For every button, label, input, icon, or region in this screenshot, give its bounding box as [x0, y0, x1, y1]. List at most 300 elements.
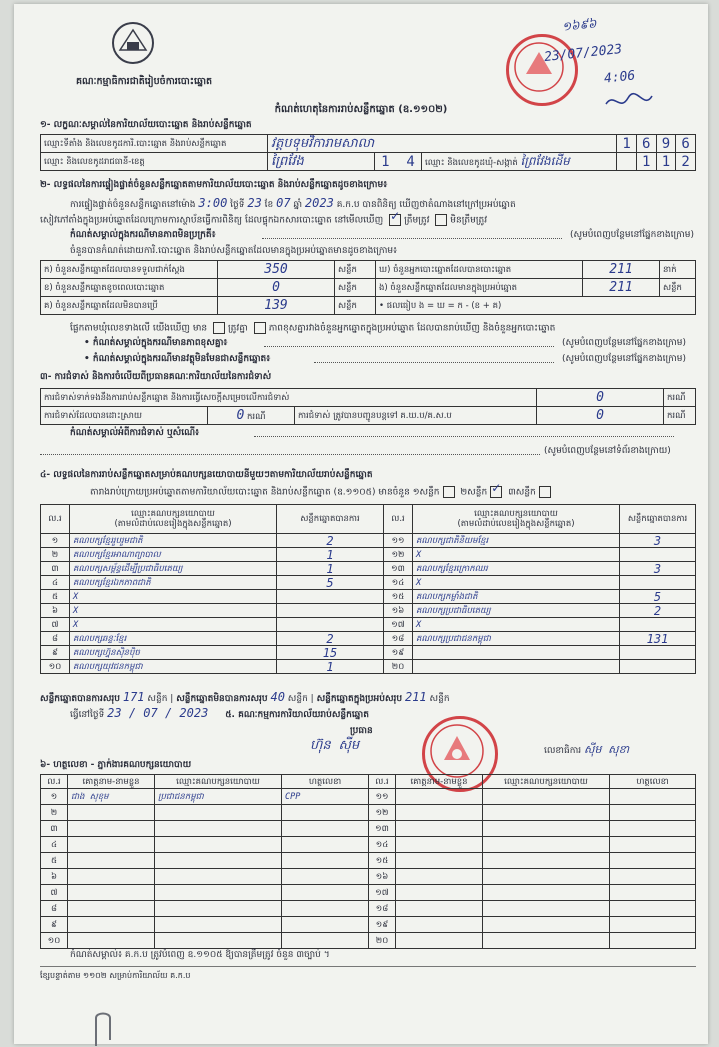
agent-name — [68, 853, 155, 869]
col-votes-header-2: សន្លឹកឆ្នោតបានការ — [620, 505, 696, 534]
match-bad-label: ភាពខុសគ្នារវាងចំនួនអ្នកឆ្នោតក្នុងប្រអប់ឆ្នោត ដែលបានរាប់ឃើញ និងចំនួនអ្នកបោះឆ្នោត — [268, 323, 556, 334]
agent-party — [483, 789, 610, 805]
verify-time: 3:00 — [198, 196, 228, 210]
party-votes — [277, 590, 384, 604]
complaints-forwarded-value: 0 — [596, 408, 604, 423]
agent-party — [483, 821, 610, 837]
agent-signature — [282, 869, 369, 885]
agent-signature — [282, 805, 369, 821]
agent-name — [68, 885, 155, 901]
done-date-line — [70, 706, 369, 721]
agent-party — [155, 869, 282, 885]
agents-signature-table — [40, 774, 696, 949]
party-votes — [277, 618, 384, 632]
secretary-label: លេខាធិការ — [544, 746, 582, 756]
match-intro: ផ្លែកតាមឃុំលេខទាងលើ យើងឃើញ មាន — [70, 323, 208, 334]
received-label: ក) ចំនួនសន្លឹកឆ្នោតដែលបានទទួលជាក់ស្តែង — [41, 261, 218, 279]
difference-hint: (សូមបំពេញបន្ថែមនៅផ្នែកខាងក្រោម) — [562, 338, 686, 348]
table-row — [41, 901, 696, 917]
party-name: X — [413, 548, 620, 562]
party-name — [413, 646, 620, 660]
agent-signature — [610, 853, 696, 869]
agent-name — [68, 821, 155, 837]
table-row — [41, 548, 696, 562]
complaints-hint: (សូមបំពេញបន្ថែមនៅទំព័រខាងក្រោយ) — [544, 446, 671, 456]
complaints-resolved-unit: ករណី — [247, 412, 266, 422]
inbox-value: 211 — [609, 280, 633, 295]
tally-opt1-label: ១សន្លឹក — [412, 487, 440, 498]
agent-signature — [282, 853, 369, 869]
party-votes: 131 — [620, 632, 696, 646]
form-title: កំណត់ហេតុនៃការរាប់សន្លឹកឆ្នោត (ឧ.១១០២) — [274, 104, 448, 115]
emblem-icon — [110, 20, 156, 66]
table-row — [41, 869, 696, 885]
footer-note: កំណត់សម្គាល់៖ គ.ក.ប ត្រូវបំពេញ ឧ.១១០៥ ឱ្យបានត្រឹមត្រូវ ចំនួន ៣ច្បាប់ ។ — [70, 950, 330, 960]
table-row — [41, 632, 696, 646]
province-value: ព្រៃវែង — [271, 154, 304, 169]
agent-signature — [282, 885, 369, 901]
table-row — [41, 837, 696, 853]
voters-label: ឃ) ចំនួនអ្នកបោះឆ្នោតដែលបានបោះឆ្នោត — [376, 261, 583, 279]
party-name: X — [70, 604, 277, 618]
footer-divider — [40, 966, 696, 967]
valid-total-unit: សន្លឹក — [147, 694, 168, 704]
table-row — [41, 576, 696, 590]
agent-no: ១២ — [369, 805, 396, 821]
totals-line: សន្លឹកឆ្នោតបានការសរុប 171 សន្លឹក | សន្លឹកឆ្នោតមិនបានការសរុប 40 សន្លឹក | សន្លឹកឆ្នោតក្នុងប្រអប់សរុប 211 សន្លឹក — [40, 690, 450, 704]
tally-opt1-checkbox[interactable] — [443, 486, 455, 498]
location-code-4: 6 — [676, 135, 696, 153]
party-name — [413, 660, 620, 674]
done-date-value: 23 / 07 / 2023 — [107, 706, 209, 720]
complaints-counting-value: 0 — [596, 390, 604, 405]
agent-party — [155, 821, 282, 837]
sign-section-title: ៥. គណៈកម្មការការិយាល័យរាប់សន្លឹកឆ្នោត — [225, 710, 369, 720]
difference-note-line — [264, 346, 554, 347]
verify-year: 2023 — [304, 196, 334, 210]
irregularity-note-line — [262, 238, 562, 239]
party-no: ៩ — [41, 646, 70, 660]
irregularity-note-label: កំណត់សម្គាល់ក្នុងករណីមានភាពមិនប្រក្រតី៖ — [70, 230, 216, 240]
location-code-3: 9 — [656, 135, 676, 153]
section6-title: ៦- ហត្ថលេខា - ភ្នាក់ងារគណបក្សនយោបាយ — [40, 760, 192, 770]
match-line — [70, 322, 555, 335]
party-votes: 2 — [620, 604, 696, 618]
agent-party — [483, 933, 610, 949]
party-name: X — [413, 618, 620, 632]
party-votes — [620, 618, 696, 632]
province-label: ឈ្មោះ និងលេខកូដរាជធានី-ខេត្ត — [41, 153, 268, 171]
agent-no: ៣ — [41, 821, 68, 837]
agents-col-name-2: គោត្តនាម-នាមខ្លួន — [396, 775, 483, 789]
agent-name — [396, 837, 483, 853]
table-row — [41, 590, 696, 604]
agent-party — [483, 885, 610, 901]
location-value: វត្តបទុមវិការាមសាលា — [271, 136, 375, 151]
table-row — [41, 604, 696, 618]
agents-col-name: គោត្តនាម-នាមខ្លួន — [68, 775, 155, 789]
province-code: 1 — [381, 153, 390, 170]
official-stamp-top — [506, 34, 578, 106]
election-form-page — [14, 4, 708, 1044]
numbers-intro: ចំនួនបានកំណត់ដោយការិ.បោះឆ្នោត និងរាប់សន្លឹកឆ្នោតដែលមានក្នុងប្រអប់ឆ្នោតមានដូចខាងក្រោម៖ — [70, 246, 398, 256]
party-no: ១៦ — [384, 604, 413, 618]
party-no: ១១ — [384, 534, 413, 548]
party-no: ១៨ — [384, 632, 413, 646]
verify-rest: គ.ក.ប បានពិនិត្យ ឃើញថាតំណាងនៅក្រៅប្រអប់ឆ្នោត — [336, 200, 516, 210]
verify-day-label: ថ្ងៃទី — [230, 200, 245, 210]
table-row — [41, 885, 696, 901]
complaints-note-line — [254, 436, 674, 437]
valid-total-label: សន្លឹកឆ្នោតបានការសរុប — [40, 694, 120, 704]
party-no: ១៧ — [384, 618, 413, 632]
irregularity-hint: (សូមបំពេញបន្ថែមនៅផ្នែកខាងក្រោម) — [570, 230, 694, 240]
agent-party — [483, 805, 610, 821]
match-ok-label: ត្រូវគ្នា — [228, 323, 248, 334]
party-no: ២ — [41, 548, 70, 562]
table-row — [41, 805, 696, 821]
box-total-label: សន្លឹកឆ្នោតក្នុងប្រអប់សរុប — [316, 694, 403, 704]
party-no: ១៤ — [384, 576, 413, 590]
agent-name — [396, 933, 483, 949]
agent-name — [68, 933, 155, 949]
col-party-title: ឈ្មោះគណបក្សនយោបាយ — [131, 509, 215, 519]
col-party-sub-2: (តាមលំដាប់លេខរៀងក្នុងសន្លឹកឆ្នោត) — [457, 519, 575, 529]
seal-ok-checkbox[interactable] — [389, 214, 401, 226]
seal-bad-label: មិនត្រឹមត្រូវ — [450, 215, 488, 226]
agent-name — [396, 821, 483, 837]
voters-value: 211 — [609, 262, 633, 277]
verify-month-label: ខែ — [264, 200, 274, 210]
agent-party — [483, 901, 610, 917]
table-row — [41, 660, 696, 674]
agent-no: ១ — [41, 789, 68, 805]
formula-label: • ផលធៀប ង = ឃ = ក - (ខ + គ) — [376, 297, 696, 315]
complaints-forwarded-unit: ករណី — [664, 407, 696, 425]
party-name: គណបក្សហ្វ៊ុនស៊ិនប៉ិច — [70, 646, 277, 660]
agent-name: ជាង សុខុម — [68, 789, 155, 805]
party-name: X — [413, 576, 620, 590]
agent-signature — [282, 821, 369, 837]
box-total-value: 211 — [404, 690, 427, 704]
province-code-2: 4 — [406, 153, 415, 170]
party-votes: 1 — [277, 562, 384, 576]
agent-signature — [282, 837, 369, 853]
party-votes: 3 — [620, 562, 696, 576]
agent-signature — [610, 917, 696, 933]
party-name: គណបក្សយុវជនកម្ពុជា — [70, 660, 277, 674]
table-row — [41, 853, 696, 869]
agents-col-sig: ហត្ថលេខា — [282, 775, 369, 789]
location-label: ឈ្មោះទីតាំង និងលេខកូដការិ.បោះឆ្នោត និងរាប់សន្លឹកឆ្នោត — [41, 135, 268, 153]
agent-name — [396, 869, 483, 885]
table-row — [41, 917, 696, 933]
complaints-note: កំណត់សម្គាល់អំពីការជំទាស់ ឬសំណើ៖ — [70, 428, 200, 438]
party-votes: 1 — [277, 660, 384, 674]
agent-party — [483, 837, 610, 853]
col-party-header — [70, 505, 277, 534]
inbox-unit: សន្លឹក — [660, 279, 696, 297]
verification-line — [70, 196, 516, 211]
col-no-header: ល.រ — [41, 505, 70, 534]
stamp-handwritten-number: ១៦៩៦ — [561, 16, 598, 34]
agent-name — [68, 837, 155, 853]
agent-party: ប្រជាជនកម្ពុជា — [155, 789, 282, 805]
unused-unit: សន្លឹក — [335, 297, 376, 315]
party-votes — [620, 576, 696, 590]
complaints-forwarded-label: ការជំទាស់ ត្រូវបានបញ្ជូនបន្តទៅ គ.ឃ.ប/គ.ស.ប — [295, 407, 537, 425]
agent-signature — [282, 917, 369, 933]
agent-name — [396, 789, 483, 805]
secretary-signature: ស៊ីម សុខា — [584, 743, 630, 756]
agent-signature — [610, 789, 696, 805]
commune-value: ព្រៃវែងដើម — [520, 154, 570, 168]
party-name: គណបក្សឆន្ទៈខ្មែរ — [70, 632, 277, 646]
spoiled-label: ខ) ចំនួនសន្លឹកឆ្នោតខូចពេលបោះឆ្នោត — [41, 279, 218, 297]
tally-sheet-text: តារាងរាប់ក្រោយប្រអប់ឆ្នោតតាមការិយាល័យបោះឆ្នោត និងរាប់សន្លឹកឆ្នោត (ឧ.១១០៥) មានចំនួន — [90, 487, 410, 498]
spoiled-unit: សន្លឹក — [335, 279, 376, 297]
box-total-unit: សន្លឹក — [429, 694, 450, 704]
agent-signature — [610, 837, 696, 853]
party-votes — [620, 548, 696, 562]
table-row — [41, 562, 696, 576]
match-bad-checkbox[interactable] — [254, 322, 266, 334]
verify-year-label: ឆ្នាំ — [293, 200, 303, 210]
party-no: ១៩ — [384, 646, 413, 660]
commune-code-3: 2 — [676, 153, 696, 171]
agent-name — [396, 885, 483, 901]
agent-party — [155, 917, 282, 933]
commune-code-2: 1 — [656, 153, 676, 171]
agent-no: ៨ — [41, 901, 68, 917]
agent-no: ១៥ — [369, 853, 396, 869]
verify-time-label: ការផ្ទៀងផ្ទាត់ចំនួនសន្លឹកឆ្នោតនៅម៉ោង — [70, 200, 196, 210]
valid-total-value: 171 — [122, 690, 145, 704]
stamp-handwritten-time: 4:06 — [603, 68, 637, 87]
agent-no: ១១ — [369, 789, 396, 805]
party-votes: 15 — [277, 646, 384, 660]
agents-col-sig-2: ហត្ថលេខា — [610, 775, 696, 789]
agent-name — [396, 917, 483, 933]
stamp-handwritten-date: 23/07/2023 — [543, 41, 623, 66]
stamp-seal-icon — [506, 34, 572, 100]
agent-signature — [610, 805, 696, 821]
agent-signature: CPP — [282, 789, 369, 805]
seal-check-line — [40, 214, 487, 227]
tally-opt2-checkbox[interactable] — [490, 486, 502, 498]
table-row — [41, 789, 696, 805]
party-votes — [620, 646, 696, 660]
agent-name — [68, 901, 155, 917]
seal-bad-checkbox[interactable] — [435, 214, 447, 226]
agent-no: ៩ — [41, 917, 68, 933]
agent-no: ១៤ — [369, 837, 396, 853]
agent-party — [483, 853, 610, 869]
agent-party — [155, 853, 282, 869]
party-no: ៣ — [41, 562, 70, 576]
ballot-count-table — [40, 260, 696, 315]
party-name: គណបក្សខ្មែរក្រោកឈរ — [413, 562, 620, 576]
party-no: ១៥ — [384, 590, 413, 604]
party-votes: 5 — [277, 576, 384, 590]
table-row — [41, 534, 696, 548]
party-name: គណបក្សខ្មែរអាណាព្យាបាល — [70, 548, 277, 562]
party-votes: 3 — [620, 534, 696, 548]
party-votes — [620, 660, 696, 674]
agent-party — [155, 933, 282, 949]
agent-signature — [610, 821, 696, 837]
party-no: ៤ — [41, 576, 70, 590]
party-name: គណបក្សសម្ព័ន្ធដើម្បីប្រជាធិបតេយ្យ — [70, 562, 277, 576]
agent-name — [396, 901, 483, 917]
party-no: ១០ — [41, 660, 70, 674]
complaints-resolved-value: 0 — [236, 408, 245, 423]
party-no: ១៣ — [384, 562, 413, 576]
paper-clip-icon — [88, 1010, 118, 1047]
agent-no: ៥ — [41, 853, 68, 869]
table-row — [41, 933, 696, 949]
party-name: X — [70, 618, 277, 632]
agent-signature — [610, 885, 696, 901]
party-no: ២០ — [384, 660, 413, 674]
voters-unit: នាក់ — [660, 261, 696, 279]
table-row — [41, 821, 696, 837]
president-signature: ហ៊ុន ស៊ីម — [310, 738, 360, 753]
party-name: គណបក្សខ្មែររួបរួមជាតិ — [70, 534, 277, 548]
party-name: X — [70, 590, 277, 604]
agent-no: ១៩ — [369, 917, 396, 933]
agent-no: ១០ — [41, 933, 68, 949]
agent-no: ៧ — [41, 885, 68, 901]
match-ok-checkbox[interactable] — [213, 322, 225, 334]
spoiled-value: 0 — [272, 280, 280, 295]
col-party-title-2: ឈ្មោះគណបក្សនយោបាយ — [474, 509, 558, 519]
committee-name: គណៈកម្មាធិការជាតិរៀបចំការបោះឆ្នោត — [76, 76, 213, 87]
col-votes-header: សន្លឹកឆ្នោតបានការ — [277, 505, 384, 534]
done-date-label: ធ្វើនៅថ្ងៃទី — [70, 710, 105, 720]
party-votes — [277, 604, 384, 618]
agent-signature — [610, 901, 696, 917]
invalid-total-label: សន្លឹកឆ្នោតមិនបានការសរុប — [176, 694, 268, 704]
commune-label: ឈ្មោះ និងលេខកូដឃុំ-សង្កាត់ — [425, 158, 518, 168]
party-no: ១២ — [384, 548, 413, 562]
tally-sheet-line — [90, 486, 554, 499]
agent-signature — [282, 901, 369, 917]
difference-note: • កំណត់សម្គាល់ក្នុងករណីមានភាពខុសគ្នា៖ — [84, 338, 228, 348]
col-no-header-2: ល.រ — [384, 505, 413, 534]
received-value: 350 — [264, 262, 288, 277]
agent-name — [68, 805, 155, 821]
agent-signature — [282, 933, 369, 949]
secretary-line — [544, 742, 629, 757]
party-no: ៥ — [41, 590, 70, 604]
agent-no: ១៧ — [369, 885, 396, 901]
party-votes: 1 — [277, 548, 384, 562]
agents-col-party-2: ឈ្មោះគណបក្សនយោបាយ — [483, 775, 610, 789]
complaints-counting-unit: ករណី — [664, 389, 696, 407]
location-code-1: 1 — [617, 135, 637, 153]
party-name: គណបក្សជាតិនិយមខ្មែរ — [413, 534, 620, 548]
agent-name — [396, 853, 483, 869]
agent-party — [483, 869, 610, 885]
location-code-2: 6 — [636, 135, 656, 153]
agents-col-no-2: ល.រ — [369, 775, 396, 789]
invalid-total-value: 40 — [270, 690, 285, 704]
agent-signature — [610, 933, 696, 949]
party-votes: 2 — [277, 534, 384, 548]
foreign-object-note: • កំណត់សម្គាល់ក្នុងករណីមានវត្ថុមិនមែនជាសន្លឹកឆ្នោត៖ — [84, 354, 271, 364]
complaints-counting-label: ការជំទាស់ទាក់ទងនឹងការរាប់សន្លឹកឆ្នោត និងការធ្វើសេចក្តីសម្រេចលើការជំទាស់ — [41, 389, 537, 407]
agents-col-no: ល.រ — [41, 775, 68, 789]
table-row — [41, 646, 696, 660]
agent-no: ៤ — [41, 837, 68, 853]
unused-value: 139 — [264, 298, 288, 313]
section4-title: ៤- លទ្ធផលនៃការរាប់សន្លឹកឆ្នោតសម្រាប់គណបក្សនយោបាយនីមួយៗតាមការិយាល័យរាប់សន្លឹកឆ្នោត — [40, 470, 373, 480]
section3-title: ៣- ការជំទាស់ និងការចំលើយពីប្រធានគណៈការិយាល័យនៃការជំទាស់ — [40, 372, 272, 382]
complaints-table — [40, 388, 696, 425]
agent-no: ១៨ — [369, 901, 396, 917]
party-no: ៦ — [41, 604, 70, 618]
tally-opt3-checkbox[interactable] — [539, 486, 551, 498]
agent-no: ២០ — [369, 933, 396, 949]
table-row — [41, 618, 696, 632]
invalid-total-unit: សន្លឹក — [287, 694, 308, 704]
agent-party — [155, 805, 282, 821]
section1-table — [40, 134, 696, 171]
agent-no: ៦ — [41, 869, 68, 885]
footer-reference: ខ្សែបន្ទាត់តាម ១១០២ សម្រាប់ការិយាល័យ គ.ក.ប — [40, 971, 191, 980]
col-party-header-2 — [413, 505, 620, 534]
president-label: ប្រធាន — [350, 726, 373, 736]
seal-check-text: សៀវភៅតាំងក្នុងប្រអប់ឆ្នោតដែលក្រោមការស្ថាប័នធ្វើការពិនិត្យ ដែលផ្ទុកឯកសារបោះឆ្នោត នៅមើលឃើញ — [40, 215, 384, 226]
verify-day: 23 — [247, 196, 262, 210]
foreign-object-hint: (សូមបំពេញបន្ថែមនៅផ្នែកខាងក្រោម) — [562, 354, 686, 364]
agent-name — [396, 805, 483, 821]
inbox-label: ង) ចំនួនសន្លឹកឆ្នោតដែលមានក្នុងប្រអប់ឆ្នោត — [376, 279, 583, 297]
tally-opt3-label: ៣សន្លឹក — [508, 487, 536, 498]
agent-party — [155, 837, 282, 853]
agent-no: ១៣ — [369, 821, 396, 837]
party-no: ៨ — [41, 632, 70, 646]
agents-col-party: ឈ្មោះគណបក្សនយោបាយ — [155, 775, 282, 789]
section1-title: ១- លក្ខណៈសម្គាល់នៃការិយាល័យបោះឆ្នោត និងរាប់សន្លឹកឆ្នោត — [40, 120, 252, 130]
unused-label: គ) ចំនួនសន្លឹកឆ្នោតដែលមិនបានប្រើ — [41, 297, 218, 315]
tally-opt2-label: ២សន្លឹក — [460, 487, 488, 498]
party-no: ១ — [41, 534, 70, 548]
received-unit: សន្លឹក — [335, 261, 376, 279]
party-name: គណបក្សកម្លាំងជាតិ — [413, 590, 620, 604]
col-party-sub: (តាមលំដាប់លេខរៀងក្នុងសន្លឹកឆ្នោត) — [114, 519, 232, 529]
agent-party — [155, 885, 282, 901]
party-name: គណបក្សប្រជាជនកម្ពុជា — [413, 632, 620, 646]
foreign-object-note-line — [314, 362, 554, 363]
party-no: ៧ — [41, 618, 70, 632]
party-votes: 5 — [620, 590, 696, 604]
agent-party — [483, 917, 610, 933]
complaints-note-line-2 — [40, 454, 540, 455]
party-results-table — [40, 504, 696, 674]
complaints-resolved-label: ការជំទាស់ដែលបានដោះស្រាយ — [41, 407, 208, 425]
agent-no: ១៦ — [369, 869, 396, 885]
party-name: គណបក្សខ្មែរឯកភាពជាតិ — [70, 576, 277, 590]
party-name: គណបក្សប្រជាធិបតេយ្យ — [413, 604, 620, 618]
commune-code-1: 1 — [636, 153, 656, 171]
agent-name — [68, 917, 155, 933]
verify-month: 07 — [276, 196, 291, 210]
agent-name — [68, 869, 155, 885]
agent-party — [155, 901, 282, 917]
agent-signature — [610, 869, 696, 885]
